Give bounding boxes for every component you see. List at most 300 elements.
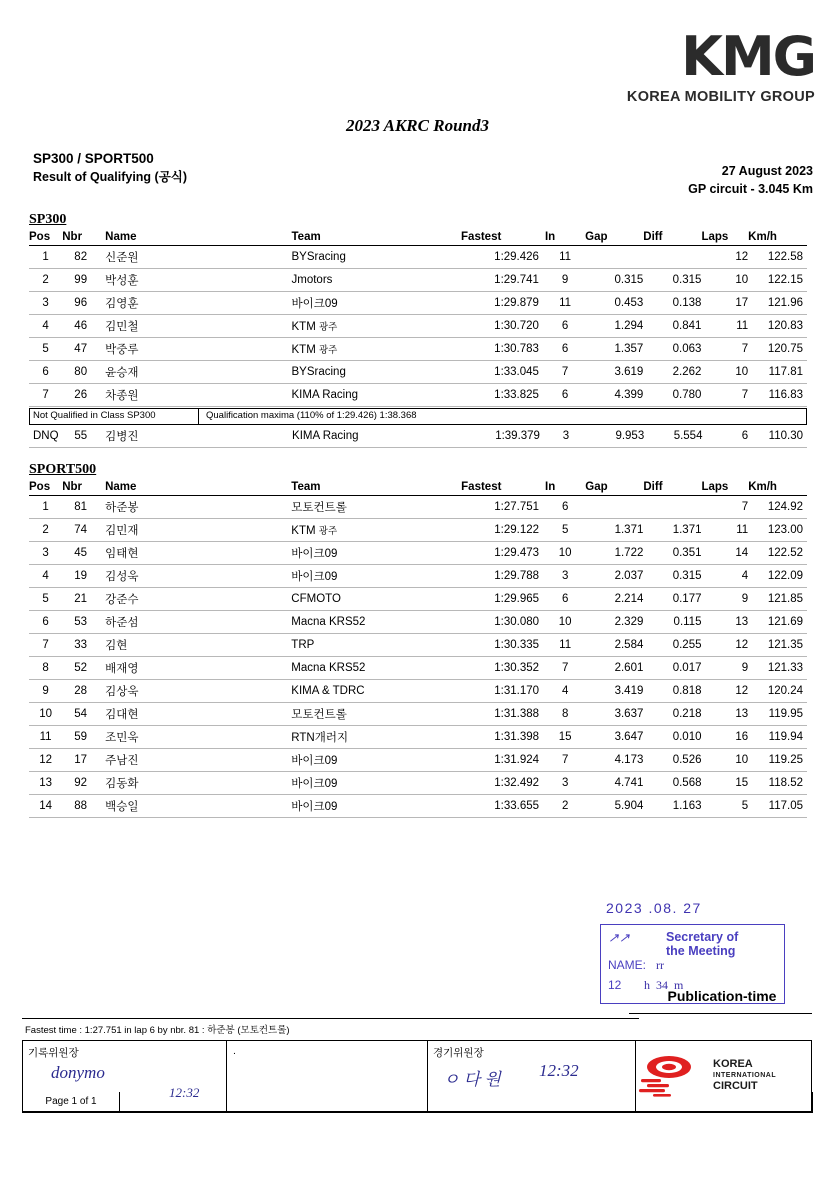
cell-fastest: 1:29.426 [461, 246, 545, 269]
cell-name: 강준수 [99, 588, 291, 611]
kic-logo-text [713, 1059, 776, 1092]
cell-laps: 7 [701, 384, 748, 407]
cell-name: 조민욱 [99, 726, 291, 749]
cell-pos: 7 [29, 384, 62, 407]
cell-name: 주남진 [99, 749, 291, 772]
cell-laps: 13 [701, 703, 748, 726]
kmg-logo [626, 25, 815, 105]
team-main: KIMA & TDRC [291, 685, 365, 697]
cell-diff: 2.262 [643, 361, 701, 384]
cell-gap: 3.419 [585, 680, 643, 703]
event-date: 27 August 2023 [721, 164, 813, 178]
cell-name: 김상욱 [99, 680, 291, 703]
cell-team [292, 361, 462, 384]
cell-kmh: 117.05 [748, 795, 807, 818]
divider [198, 409, 199, 424]
cell-team [291, 749, 461, 772]
team-main: 바이크09 [291, 778, 338, 790]
cell-pos: 5 [29, 588, 62, 611]
team-sub: 광주 [319, 345, 338, 356]
cell-nbr: 96 [62, 292, 99, 315]
col-diff: Diff [643, 480, 701, 496]
team-main: Jmotors [291, 274, 333, 286]
cell-kmh: 120.83 [748, 315, 807, 338]
cell-gap: 0.453 [585, 292, 643, 315]
cell-fastest: 1:31.398 [461, 726, 545, 749]
steward-signature: ㅇ 다 원 [443, 1070, 501, 1089]
cell-diff [643, 496, 701, 519]
meta-left [33, 150, 187, 186]
cell-nbr: 88 [62, 795, 99, 818]
col-in: In [545, 230, 585, 246]
cell-fastest: 1:30.335 [461, 634, 545, 657]
cell-team [291, 634, 461, 657]
cell-team [291, 657, 461, 680]
cell-kmh: 122.58 [748, 246, 807, 269]
recorder-signature-time: 12:32 [169, 1085, 200, 1100]
table-row [29, 772, 807, 795]
circuit-info: GP circuit - 3.045 Km [688, 182, 813, 196]
cell-laps: 7 [701, 338, 748, 361]
cell-team [292, 269, 462, 292]
table-row [29, 542, 807, 565]
cell-team [291, 611, 461, 634]
cell-fastest: 1:33.825 [461, 384, 545, 407]
col-team: Team [292, 230, 462, 246]
section-title-sp300: SP300 [29, 212, 67, 227]
cell-pos: 9 [29, 680, 62, 703]
cell-pos: 8 [29, 657, 62, 680]
publication-time-title: Publication-time [667, 988, 777, 1004]
cell-gap: 2.329 [585, 611, 643, 634]
cell-diff: 0.841 [643, 315, 701, 338]
cell-laps: 10 [701, 361, 748, 384]
cell-diff: 1.163 [643, 795, 701, 818]
cell-gap [585, 246, 643, 269]
cell-kmh: 117.81 [748, 361, 807, 384]
cell-nbr: 47 [62, 338, 99, 361]
cell-pos: 13 [29, 772, 62, 795]
col-pos: Pos [29, 230, 62, 246]
cell-gap: 4.741 [585, 772, 643, 795]
cell-kmh: 110.30 [748, 425, 807, 448]
cell-nbr: 21 [62, 588, 99, 611]
stamp-name-value: rr [656, 958, 664, 972]
cell-laps: 12 [701, 680, 748, 703]
cell-name: 김민재 [99, 519, 291, 542]
recorder-label: 기록위원장 [28, 1047, 79, 1059]
cell-laps: 4 [701, 565, 748, 588]
cell-fastest: 1:30.080 [461, 611, 545, 634]
cell-fastest: 1:30.783 [461, 338, 545, 361]
cell-name: 김동화 [99, 772, 291, 795]
table-row [29, 519, 807, 542]
cell-kmh: 118.52 [748, 772, 807, 795]
qualification-maxima: Qualification maxima (110% of 1:29.426) 1:38.368 [206, 410, 417, 421]
table-row [29, 565, 807, 588]
cell-nbr: 74 [62, 519, 99, 542]
cell-name: 박성훈 [99, 269, 291, 292]
table-row [29, 292, 807, 315]
cell-diff: 0.351 [643, 542, 701, 565]
cell-pos: 4 [29, 565, 62, 588]
cell-nbr: 26 [62, 384, 99, 407]
page-footer-blank [118, 1092, 813, 1113]
results-table-sp300 [29, 230, 807, 407]
table-row [29, 269, 807, 292]
cell-fastest: 1:30.720 [461, 315, 545, 338]
cell-kmh: 119.94 [748, 726, 807, 749]
cell-pos: 3 [29, 542, 62, 565]
cell-in: 11 [545, 246, 585, 269]
cell-name: 하준섬 [99, 611, 291, 634]
col-nbr: Nbr [62, 480, 99, 496]
cell-pos: 11 [29, 726, 62, 749]
cell-fastest: 1:29.788 [461, 565, 545, 588]
cell-fastest: 1:31.170 [461, 680, 545, 703]
team-main: TRP [291, 639, 315, 651]
cell-nbr: 82 [62, 246, 99, 269]
cell-laps: 10 [701, 269, 748, 292]
table-row [29, 749, 807, 772]
cell-nbr: 92 [62, 772, 99, 795]
cell-nbr: 45 [62, 542, 99, 565]
cell-kmh: 120.24 [748, 680, 807, 703]
cell-diff [643, 246, 701, 269]
team-main: CFMOTO [291, 593, 341, 605]
cell-team [291, 588, 461, 611]
table-row [29, 315, 807, 338]
cell-pos: 12 [29, 749, 62, 772]
table-row [29, 588, 807, 611]
cell-nbr: 81 [62, 496, 99, 519]
cell-team [291, 519, 461, 542]
kic-line3: CIRCUIT [713, 1080, 758, 1092]
team-main: 바이크09 [291, 571, 338, 583]
cell-kmh: 119.95 [748, 703, 807, 726]
team-main: RTN개러지 [291, 732, 349, 744]
cell-name: 임태현 [99, 542, 291, 565]
table-row [29, 634, 807, 657]
steward-label: 경기위원장 [433, 1047, 484, 1059]
cell-laps: 17 [701, 292, 748, 315]
fastest-time-line: Fastest time : 1:27.751 in lap 6 by nbr. 81 : 하준봉 (모토컨트롤) [22, 1018, 639, 1040]
cell-gap: 1.722 [585, 542, 643, 565]
cell-in: 3 [545, 772, 585, 795]
kic-line2: INTERNATIONAL [713, 1072, 777, 1079]
cell-fastest: 1:32.492 [461, 772, 545, 795]
table-row [29, 496, 807, 519]
middle-cell-label: . [233, 1045, 236, 1057]
table-row [29, 680, 807, 703]
cell-fastest: 1:33.655 [461, 795, 545, 818]
cell-kmh: 122.15 [748, 269, 807, 292]
cell-pos: 6 [29, 611, 62, 634]
cell-team [292, 292, 462, 315]
cell-laps: 15 [701, 772, 748, 795]
cell-nbr: 55 [63, 425, 100, 448]
cell-nbr: 52 [62, 657, 99, 680]
team-main: BYSracing [291, 251, 346, 263]
table-row [29, 726, 807, 749]
cell-nbr: 33 [62, 634, 99, 657]
col-in: In [545, 480, 585, 496]
cell-laps: 12 [701, 634, 748, 657]
cell-diff: 0.526 [643, 749, 701, 772]
table-row [29, 611, 807, 634]
recorder-signature: donymo [51, 1063, 105, 1082]
cell-gap: 4.173 [585, 749, 643, 772]
cell-diff: 0.315 [643, 269, 701, 292]
cell-gap: 2.601 [585, 657, 643, 680]
cell-diff: 0.010 [643, 726, 701, 749]
cell-in: 5 [545, 519, 585, 542]
cell-fastest: 1:29.473 [461, 542, 545, 565]
team-main: 모토컨트롤 [291, 709, 347, 721]
stamp-line2: the Meeting [666, 944, 736, 958]
cell-name: 김성욱 [99, 565, 291, 588]
cell-kmh: 119.25 [748, 749, 807, 772]
cell-fastest: 1:29.879 [461, 292, 545, 315]
cell-diff: 0.218 [643, 703, 701, 726]
cell-in: 7 [545, 749, 585, 772]
cell-nbr: 99 [62, 269, 99, 292]
cell-pos: 1 [29, 246, 62, 269]
cell-diff: 0.818 [643, 680, 701, 703]
cell-team [292, 338, 462, 361]
cell-in: 2 [545, 795, 585, 818]
cell-team [291, 565, 461, 588]
cell-gap: 5.904 [585, 795, 643, 818]
cell-gap: 1.294 [585, 315, 643, 338]
cell-fastest: 1:29.122 [461, 519, 545, 542]
section-sp300 [29, 212, 807, 448]
cell-kmh: 121.35 [748, 634, 807, 657]
table-row [29, 384, 807, 407]
cell-in: 6 [545, 496, 585, 519]
cell-diff: 0.115 [643, 611, 701, 634]
cell-laps: 9 [701, 657, 748, 680]
cell-nbr: 28 [62, 680, 99, 703]
team-main: KIMA Racing [291, 389, 358, 401]
team-main: KTM [291, 525, 319, 537]
cell-in: 11 [545, 292, 585, 315]
cell-kmh: 121.85 [748, 588, 807, 611]
cell-name: 김민철 [99, 315, 291, 338]
cell-name: 김영훈 [99, 292, 291, 315]
col-name: Name [99, 230, 291, 246]
cell-gap: 3.647 [585, 726, 643, 749]
table-row [29, 425, 807, 448]
cell-laps: 11 [701, 519, 748, 542]
table-header-row [29, 230, 807, 246]
team-main: BYSracing [291, 366, 346, 378]
cell-in: 6 [545, 384, 585, 407]
page-title: 2023 AKRC Round3 [346, 116, 489, 135]
cell-pos: 14 [29, 795, 62, 818]
cell-team [292, 246, 462, 269]
cell-fastest: 1:39.379 [462, 425, 546, 448]
cell-pos: 6 [29, 361, 62, 384]
cell-kmh: 116.83 [748, 384, 807, 407]
cell-in: 3 [546, 425, 586, 448]
cell-laps: 11 [701, 315, 748, 338]
cell-fastest: 1:31.388 [461, 703, 545, 726]
cell-gap: 1.357 [585, 338, 643, 361]
cell-team [291, 703, 461, 726]
cell-nbr: 59 [62, 726, 99, 749]
table-row [29, 338, 807, 361]
stamp-line1: Secretary of [666, 930, 739, 944]
cell-in: 15 [545, 726, 585, 749]
col-fastest: Fastest [461, 230, 545, 246]
cell-nbr: 80 [62, 361, 99, 384]
cell-in: 6 [545, 315, 585, 338]
col-gap: Gap [585, 480, 643, 496]
kmg-logo-subtitle: KOREA MOBILITY GROUP [626, 89, 815, 105]
cell-team [291, 795, 461, 818]
cell-kmh: 121.33 [748, 657, 807, 680]
cell-gap: 3.619 [585, 361, 643, 384]
table-row [29, 795, 807, 818]
cell-team [292, 384, 462, 407]
cell-in: 8 [545, 703, 585, 726]
cell-fastest: 1:27.751 [461, 496, 545, 519]
team-main: 바이크09 [291, 755, 338, 767]
cell-in: 4 [545, 680, 585, 703]
cell-in: 3 [545, 565, 585, 588]
team-main: Macna KRS52 [291, 662, 366, 674]
col-kmh: Km/h [748, 230, 807, 246]
cell-fastest: 1:29.965 [461, 588, 545, 611]
team-main: 모토컨트롤 [291, 502, 347, 514]
cell-laps: 14 [701, 542, 748, 565]
cell-team [291, 680, 461, 703]
team-main: Macna KRS52 [291, 616, 366, 628]
cell-kmh: 121.96 [748, 292, 807, 315]
divider [629, 1013, 812, 1014]
cell-kmh: 122.52 [748, 542, 807, 565]
cell-pos: 10 [29, 703, 62, 726]
meta-right [688, 162, 813, 198]
cell-nbr: 19 [62, 565, 99, 588]
class-names: SP300 / SPORT500 [33, 151, 154, 166]
cell-fastest: 1:29.741 [461, 269, 545, 292]
table-header-row [29, 480, 807, 496]
col-pos: Pos [29, 480, 62, 496]
steward-signature-time: 12:32 [539, 1061, 579, 1080]
cell-diff: 0.315 [643, 565, 701, 588]
cell-team [291, 726, 461, 749]
cell-name: 김현 [99, 634, 291, 657]
cell-gap: 3.637 [585, 703, 643, 726]
cell-team: KIMA Racing [292, 425, 462, 448]
cell-fastest: 1:31.924 [461, 749, 545, 772]
cell-kmh: 124.92 [748, 496, 807, 519]
cell-laps: 9 [701, 588, 748, 611]
cell-laps: 12 [701, 246, 748, 269]
cell-in: 9 [545, 269, 585, 292]
cell-team [291, 772, 461, 795]
cell-in: 7 [545, 657, 585, 680]
cell-name: 박중루 [99, 338, 291, 361]
stamp-signature-mark: ↗↗ [608, 930, 630, 945]
cell-gap: 2.037 [585, 565, 643, 588]
results-table-sport500 [29, 480, 807, 818]
team-main: 바이크09 [291, 548, 338, 560]
cell-name: 윤승재 [99, 361, 291, 384]
cell-nbr: 17 [62, 749, 99, 772]
cell-fastest: 1:30.352 [461, 657, 545, 680]
cell-kmh: 122.09 [748, 565, 807, 588]
cell-in: 10 [545, 542, 585, 565]
section-sport500 [29, 462, 807, 818]
cell-diff: 0.177 [643, 588, 701, 611]
cell-name: 하준봉 [99, 496, 291, 519]
cell-laps: 13 [701, 611, 748, 634]
cell-diff: 1.371 [643, 519, 701, 542]
cell-laps: 10 [701, 749, 748, 772]
cell-diff: 0.780 [643, 384, 701, 407]
cell-in: 7 [545, 361, 585, 384]
col-diff: Diff [643, 230, 701, 246]
col-fastest: Fastest [461, 480, 545, 496]
not-qualified-bar [29, 408, 807, 425]
cell-pos: 2 [29, 519, 62, 542]
cell-diff: 5.554 [644, 425, 702, 448]
col-kmh: Km/h [748, 480, 807, 496]
cell-name: 차종원 [99, 384, 291, 407]
cell-diff: 0.138 [643, 292, 701, 315]
cell-gap [585, 496, 643, 519]
cell-in: 6 [545, 588, 585, 611]
kmg-logo-main: KMG [681, 25, 815, 88]
stamp-name-label: NAME: [608, 958, 647, 972]
cell-gap: 1.371 [585, 519, 643, 542]
col-nbr: Nbr [62, 230, 99, 246]
cell-pos: 7 [29, 634, 62, 657]
cell-pos: 5 [29, 338, 62, 361]
col-name: Name [99, 480, 291, 496]
stamp-date: 2023 .08. 27 [606, 900, 702, 916]
cell-pos: 2 [29, 269, 62, 292]
cell-name: 김대현 [99, 703, 291, 726]
kic-line1: KOREA [713, 1058, 753, 1070]
cell-in: 10 [545, 611, 585, 634]
cell-name: 김병진 [99, 425, 292, 448]
cell-pos: DNQ [29, 425, 63, 448]
team-main: 바이크09 [291, 801, 338, 813]
cell-in: 6 [545, 338, 585, 361]
col-gap: Gap [585, 230, 643, 246]
cell-gap: 9.953 [586, 425, 644, 448]
cell-laps: 5 [701, 795, 748, 818]
cell-gap: 4.399 [585, 384, 643, 407]
team-main: 바이크09 [291, 298, 338, 310]
table-row [29, 246, 807, 269]
cell-gap: 0.315 [585, 269, 643, 292]
cell-in: 11 [545, 634, 585, 657]
cell-diff: 0.255 [643, 634, 701, 657]
cell-diff: 0.568 [643, 772, 701, 795]
table-row [29, 657, 807, 680]
cell-diff: 0.017 [643, 657, 701, 680]
cell-pos: 3 [29, 292, 62, 315]
table-row [29, 361, 807, 384]
team-sub: 광주 [318, 526, 338, 537]
cell-gap: 2.214 [585, 588, 643, 611]
cell-name: 신준원 [99, 246, 291, 269]
